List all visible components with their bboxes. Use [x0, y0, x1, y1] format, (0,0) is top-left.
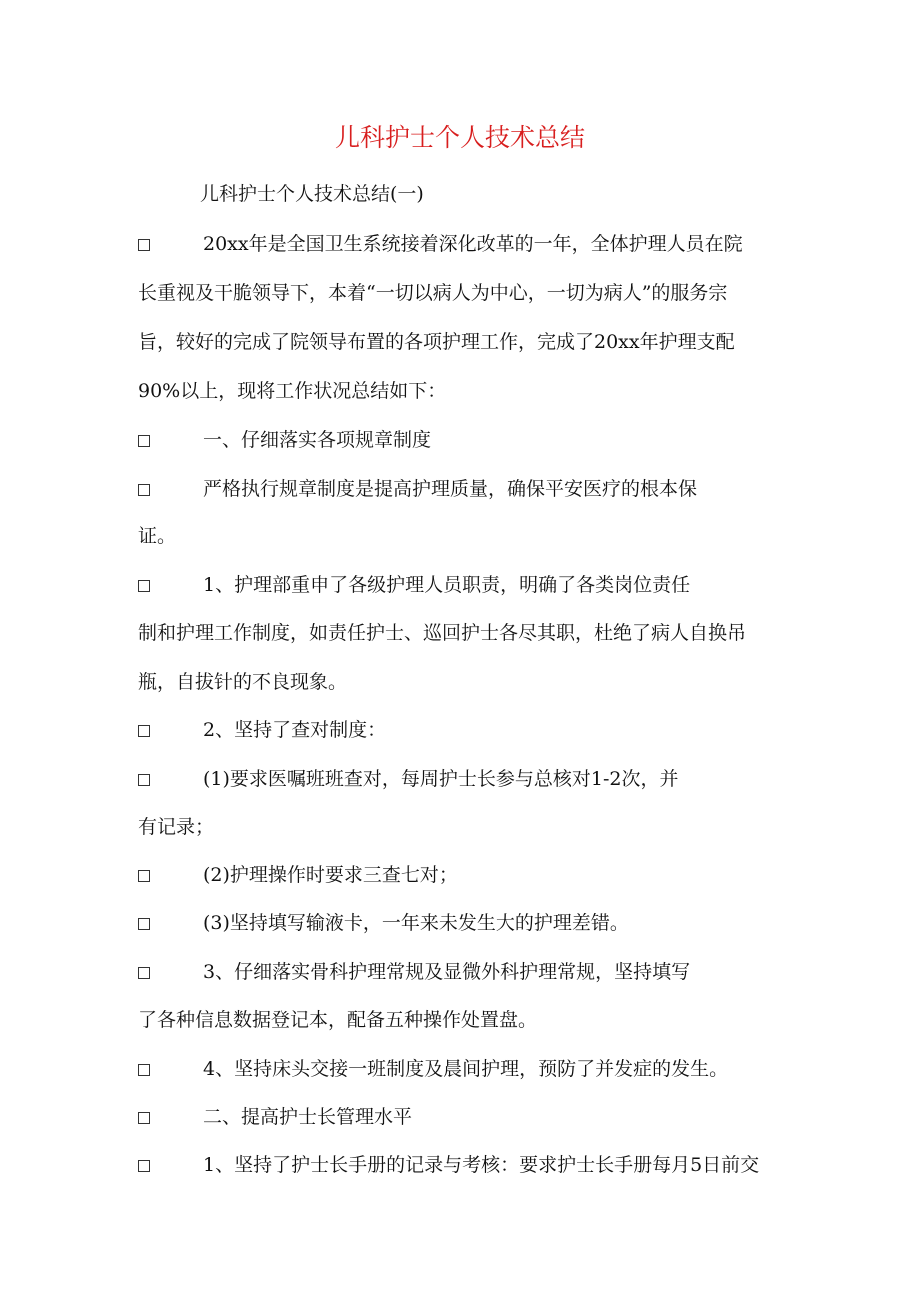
- bullet-marker: [138, 1064, 150, 1076]
- body-line: 长重视及干脆领导下，本着“一切以病人为中心，一切为病人”的服务宗: [138, 282, 728, 304]
- body-line: 了各种信息数据登记本，配备五种操作处置盘。: [138, 1009, 538, 1031]
- body-line: (2)护理操作时要求三查七对；: [203, 864, 458, 886]
- body-line: 证。: [138, 525, 177, 547]
- bullet-marker: [138, 239, 150, 251]
- body-line: 20xx年是全国卫生系统接着深化改革的一年，全体护理人员在院: [203, 233, 743, 255]
- body-line: 二、提高护士长管理水平: [203, 1106, 413, 1128]
- bullet-marker: [138, 725, 150, 737]
- body-line: 1、护理部重申了各级护理人员职责，明确了各类岗位责任: [203, 574, 691, 596]
- bullet-marker: [138, 918, 150, 930]
- body-line: 3、仔细落实骨科护理常规及显微外科护理常规，坚持填写: [203, 961, 691, 983]
- body-line: 1、坚持了护士长手册的记录与考核：要求护士长手册每月5日前交: [203, 1154, 760, 1176]
- body-line: 制和护理工作制度，如责任护士、巡回护士各尽其职，杜绝了病人自换吊: [138, 622, 747, 644]
- body-line: 一、仔细落实各项规章制度: [203, 429, 432, 451]
- document-subtitle: 儿科护士个人技术总结(一): [200, 183, 424, 205]
- body-line: (1)要求医嘱班班查对，每周护士长参与总核对1-2次，并: [203, 768, 679, 790]
- bullet-marker: [138, 870, 150, 882]
- body-line: (3)坚持填写输液卡，一年来未发生大的护理差错。: [203, 912, 629, 934]
- body-line: 旨，较好的完成了院领导布置的各项护理工作，完成了20xx年护理支配: [138, 331, 735, 353]
- body-line: 4、坚持床头交接一班制度及晨间护理，预防了并发症的发生。: [203, 1058, 729, 1080]
- bullet-marker: [138, 484, 150, 496]
- bullet-marker: [138, 774, 150, 786]
- body-line: 严格执行规章制度是提高护理质量，确保平安医疗的根本保: [203, 478, 698, 500]
- bullet-marker: [138, 435, 150, 447]
- bullet-marker: [138, 967, 150, 979]
- body-line: 有记录；: [138, 816, 215, 838]
- body-line: 90%以上，现将工作状况总结如下：: [138, 380, 447, 402]
- bullet-marker: [138, 1112, 150, 1124]
- bullet-marker: [138, 1160, 150, 1172]
- body-line: 瓶，自拔针的不良现象。: [138, 671, 348, 693]
- body-line: 2、坚持了查对制度：: [203, 719, 387, 741]
- document-title: 儿科护士个人技术总结: [334, 123, 585, 152]
- bullet-marker: [138, 580, 150, 592]
